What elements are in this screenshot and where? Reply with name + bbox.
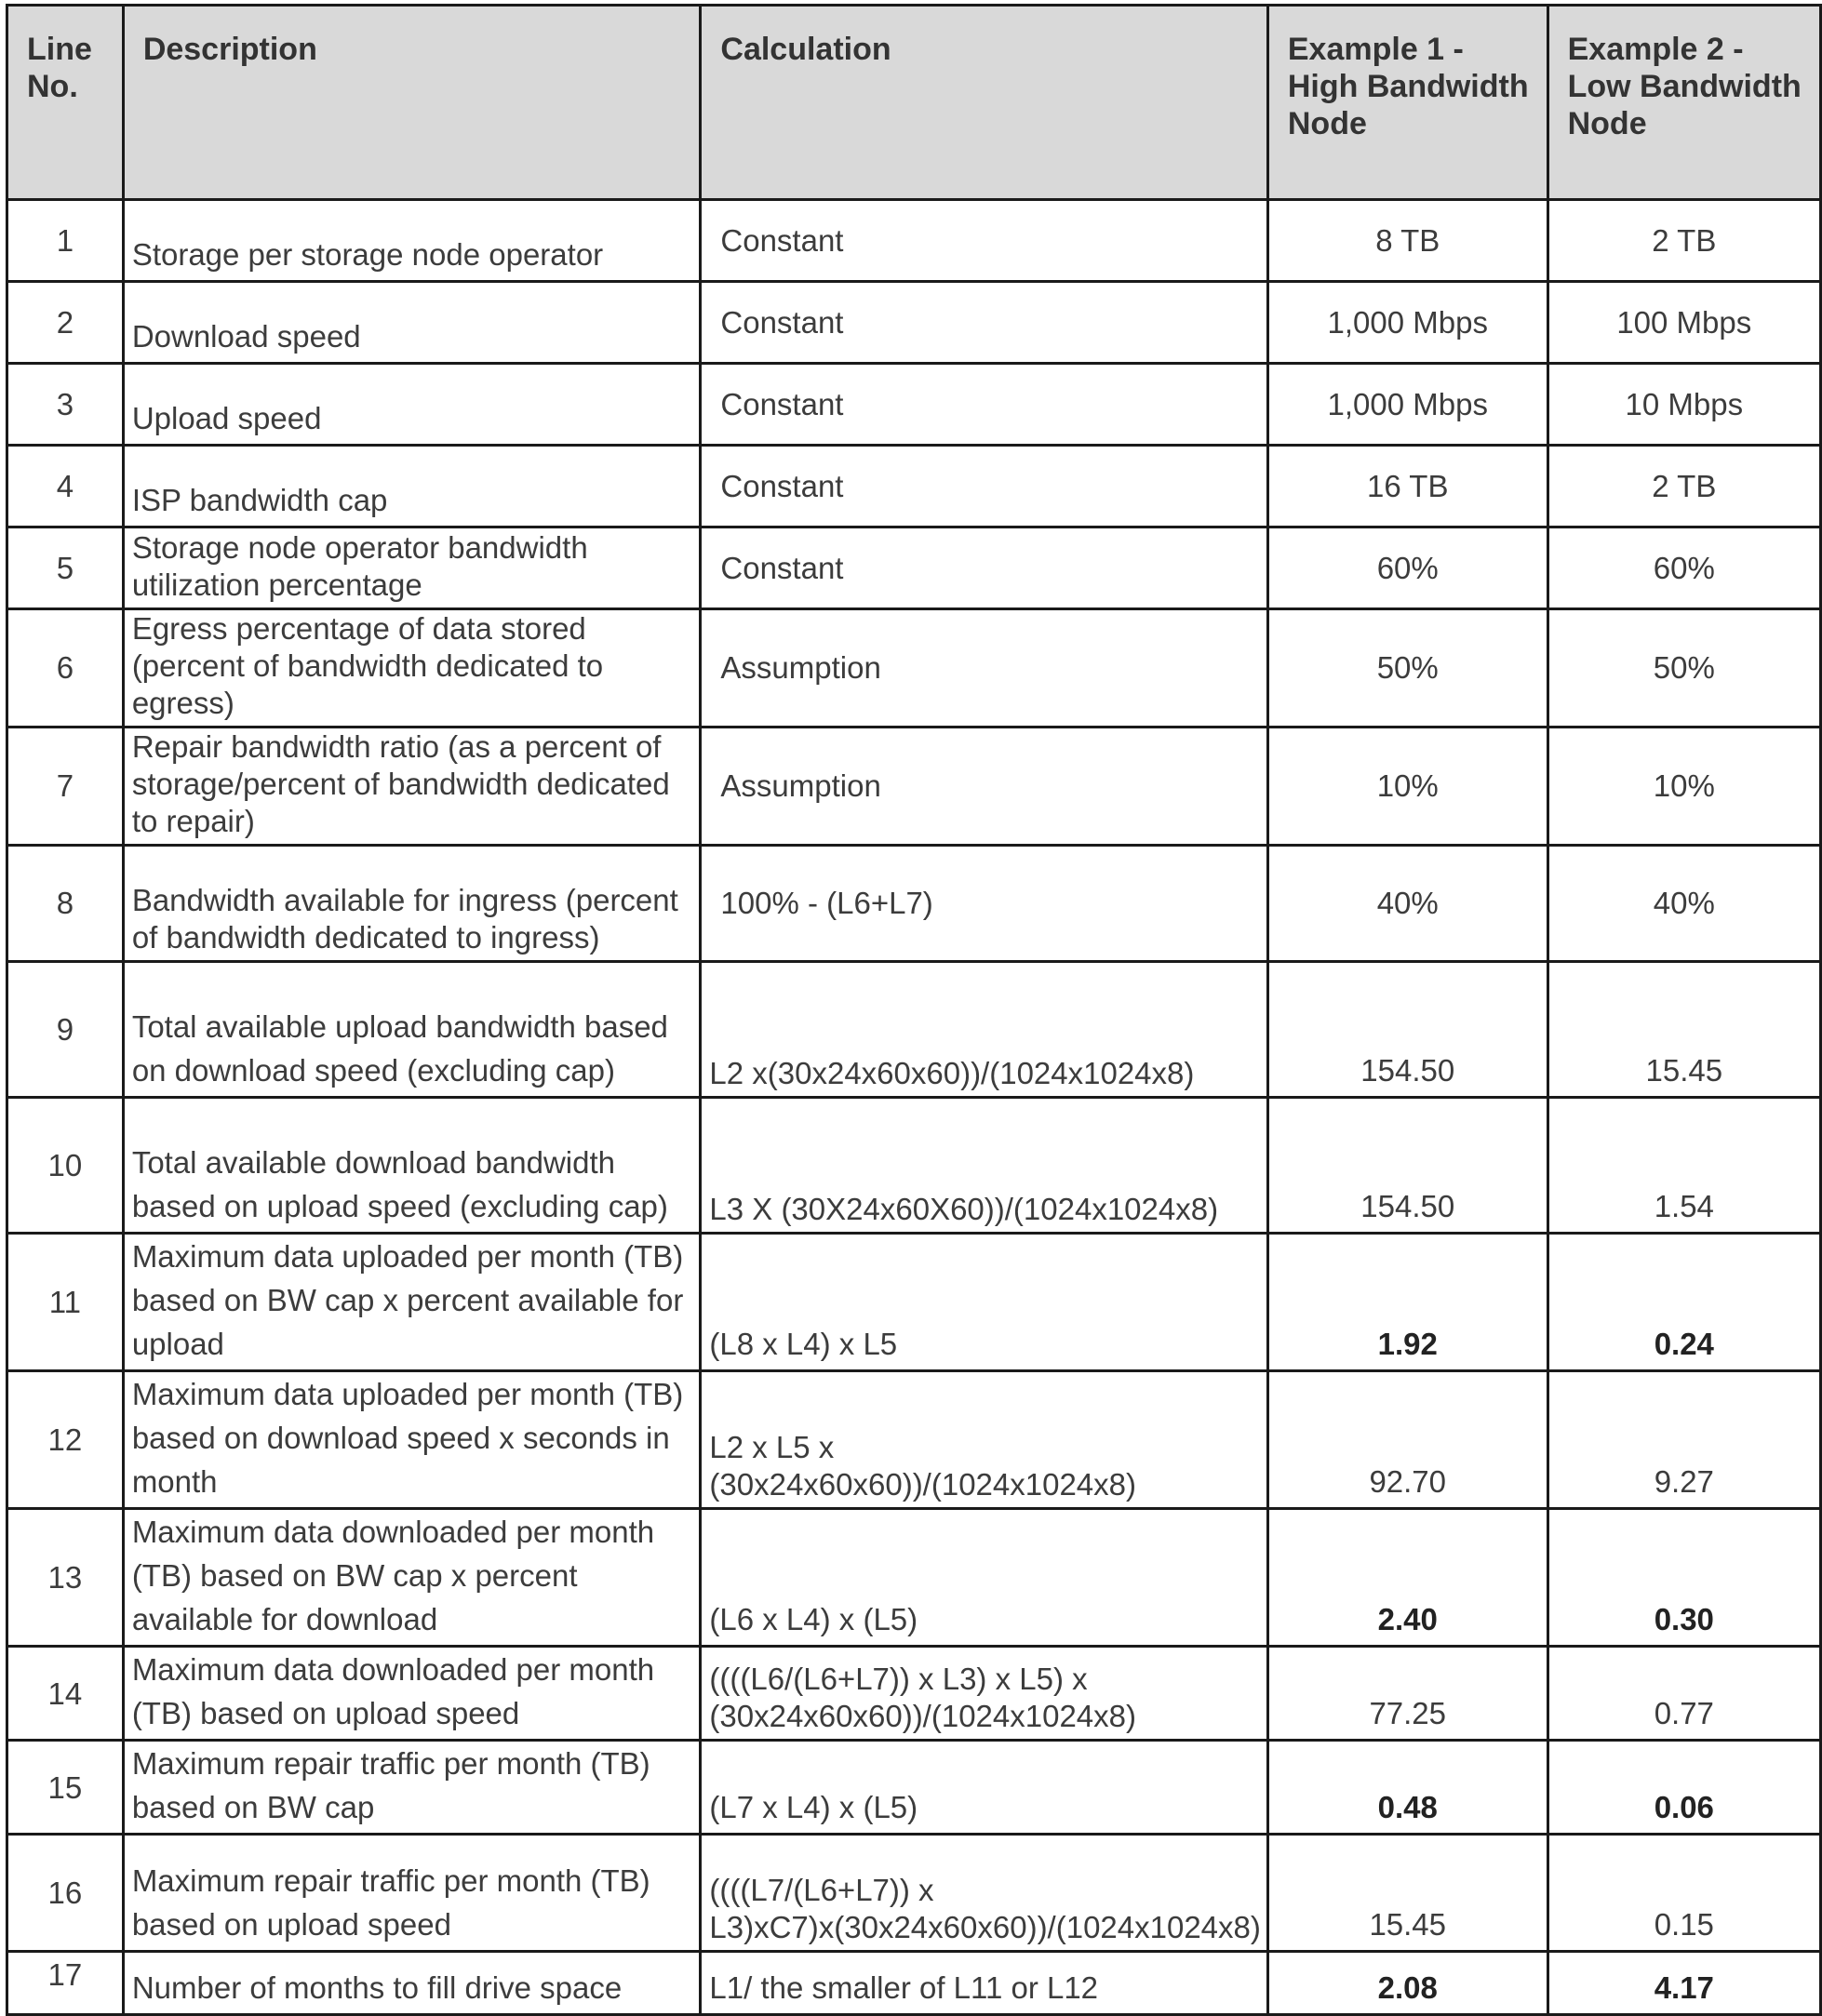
example-1-value: 154.50 [1267,1098,1547,1234]
example-1-value: 40% [1267,846,1547,962]
calculation-cell: Constant [701,282,1267,364]
calculation-cell: Constant [701,527,1267,609]
example-1-value: 10% [1267,728,1547,846]
example-2-value: 10% [1547,728,1820,846]
description-cell: Storage per storage node operator [123,200,701,282]
table-row [7,1835,1821,1952]
line-number: 11 [7,1234,124,1371]
line-number: 9 [7,962,124,1098]
calculation-cell: (L7 x L4) x (L5) [701,1741,1267,1835]
example-1-value: 1,000 Mbps [1267,364,1547,446]
description-cell: Upload speed [123,364,701,446]
example-2-value: 2 TB [1547,446,1820,527]
calculation-cell: ((((L7/(L6+L7)) x L3)xC7)x(30x24x60x60))/(1024x1024x8) [701,1835,1267,1952]
description-cell: Bandwidth available for ingress (percent of bandwidth dedicated to ingress) [123,846,701,962]
example-2-value: 0.77 [1547,1647,1820,1741]
example-1-value: 60% [1267,527,1547,609]
example-2-value: 10 Mbps [1547,364,1820,446]
description-cell: Download speed [123,282,701,364]
header-example-1: Example 1 - High Bandwidth Node [1267,6,1547,200]
example-1-value: 16 TB [1267,446,1547,527]
table-row [7,200,1821,282]
description-cell: Maximum repair traffic per month (TB) based on BW cap [123,1741,701,1835]
description-cell: Maximum repair traffic per month (TB) based on upload speed [123,1835,701,1952]
example-2-value: 9.27 [1547,1371,1820,1509]
table-row [7,527,1821,609]
line-number: 3 [7,364,124,446]
description-cell: Total available upload bandwidth based on download speed (excluding cap) [123,962,701,1098]
example-2-value: 15.45 [1547,962,1820,1098]
line-number: 8 [7,846,124,962]
header-description: Description [123,6,701,200]
table-row [7,282,1821,364]
header-line-no: Line No. [7,6,124,200]
description-cell: Maximum data uploaded per month (TB) based on download speed x seconds in month [123,1371,701,1509]
description-cell: Maximum data downloaded per month (TB) based on BW cap x percent available for download [123,1509,701,1647]
calculation-cell: ((((L6/(L6+L7)) x L3) x L5) x (30x24x60x60))/(1024x1024x8) [701,1647,1267,1741]
line-number: 15 [7,1741,124,1835]
calculation-cell: L2 x(30x24x60x60))/(1024x1024x8) [701,962,1267,1098]
line-number: 17 [7,1952,124,2015]
example-2-value: 0.30 [1547,1509,1820,1647]
line-number: 16 [7,1835,124,1952]
table-row [7,1098,1821,1234]
example-1-value: 50% [1267,609,1547,728]
calculation-cell: L2 x L5 x (30x24x60x60))/(1024x1024x8) [701,1371,1267,1509]
calculation-cell: L1/ the smaller of L11 or L12 [701,1952,1267,2015]
example-2-value: 0.15 [1547,1835,1820,1952]
example-2-value: 100 Mbps [1547,282,1820,364]
line-number: 13 [7,1509,124,1647]
example-2-value: 1.54 [1547,1098,1820,1234]
example-1-value: 1.92 [1267,1234,1547,1371]
table-row [7,1509,1821,1647]
example-1-value: 0.48 [1267,1741,1547,1835]
example-1-value: 2.40 [1267,1509,1547,1647]
example-1-value: 2.08 [1267,1952,1547,2015]
table-row [7,609,1821,728]
example-2-value: 4.17 [1547,1952,1820,2015]
line-number: 5 [7,527,124,609]
line-number: 7 [7,728,124,846]
line-number: 6 [7,609,124,728]
line-number: 4 [7,446,124,527]
example-2-value: 40% [1547,846,1820,962]
line-number: 14 [7,1647,124,1741]
example-2-value: 0.24 [1547,1234,1820,1371]
example-1-value: 92.70 [1267,1371,1547,1509]
line-number: 12 [7,1371,124,1509]
calculation-cell: (L6 x L4) x (L5) [701,1509,1267,1647]
description-cell: Maximum data downloaded per month (TB) based on upload speed [123,1647,701,1741]
example-1-value: 8 TB [1267,200,1547,282]
calculation-cell: L3 X (30X24x60X60))/(1024x1024x8) [701,1098,1267,1234]
header-row [7,6,1821,200]
description-cell: ISP bandwidth cap [123,446,701,527]
description-cell: Total available download bandwidth based on upload speed (excluding cap) [123,1098,701,1234]
table-row [7,728,1821,846]
table-row [7,1371,1821,1509]
example-2-value: 2 TB [1547,200,1820,282]
description-cell: Number of months to fill drive space [123,1952,701,2015]
table-row [7,446,1821,527]
description-cell: Storage node operator bandwidth utilization percentage [123,527,701,609]
line-number: 2 [7,282,124,364]
example-2-value: 0.06 [1547,1741,1820,1835]
table-row [7,846,1821,962]
example-1-value: 154.50 [1267,962,1547,1098]
example-1-value: 1,000 Mbps [1267,282,1547,364]
calculation-cell: 100% - (L6+L7) [701,846,1267,962]
calculation-cell: (L8 x L4) x L5 [701,1234,1267,1371]
table-row [7,1952,1821,2015]
table-row [7,364,1821,446]
table-row [7,1234,1821,1371]
line-number: 1 [7,200,124,282]
table-row [7,1741,1821,1835]
calculation-cell: Constant [701,200,1267,282]
calculation-cell: Constant [701,446,1267,527]
example-2-value: 50% [1547,609,1820,728]
example-2-value: 60% [1547,527,1820,609]
table-row [7,1647,1821,1741]
header-calculation: Calculation [701,6,1267,200]
table-row [7,962,1821,1098]
calculation-cell: Constant [701,364,1267,446]
description-cell: Repair bandwidth ratio (as a percent of storage/percent of bandwidth dedicated to repair) [123,728,701,846]
line-number: 10 [7,1098,124,1234]
calculation-cell: Assumption [701,728,1267,846]
example-1-value: 15.45 [1267,1835,1547,1952]
description-cell: Egress percentage of data stored (percent of bandwidth dedicated to egress) [123,609,701,728]
example-1-value: 77.25 [1267,1647,1547,1741]
header-example-2: Example 2 - Low Bandwidth Node [1547,6,1820,200]
description-cell: Maximum data uploaded per month (TB) based on BW cap x percent available for upload [123,1234,701,1371]
calculation-table [6,4,1822,2016]
calculation-cell: Assumption [701,609,1267,728]
